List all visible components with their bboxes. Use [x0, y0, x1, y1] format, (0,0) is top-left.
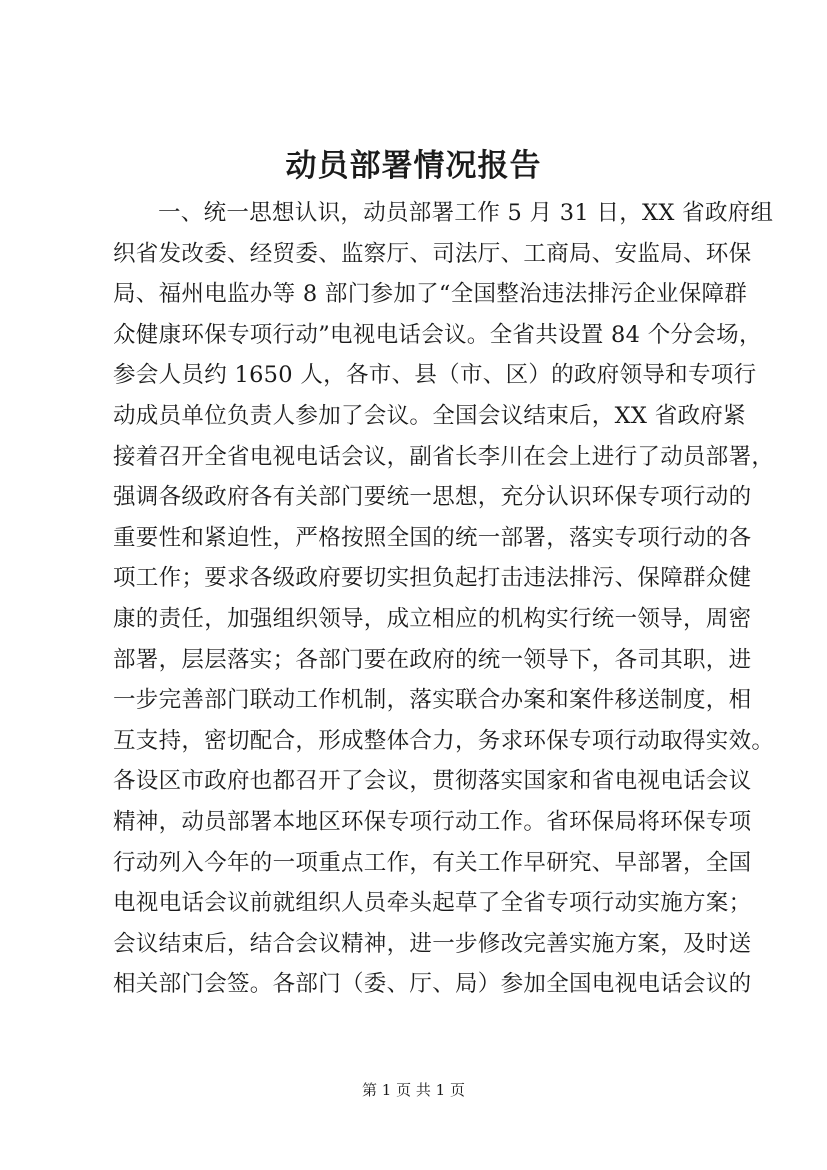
text-line: 电视电话会议前就组织人员牵头起草了全省专项行动实施方案； [113, 890, 752, 917]
text-line: 部署，层层落实；各部门要在政府的统一领导下，各司其职，进 [113, 646, 752, 673]
text-line: 各设区市政府也都召开了会议，贯彻落实国家和省电视电话会议 [113, 768, 752, 795]
body-paragraph [113, 193, 775, 1005]
text-line: 项工作；要求各级政府要切实担负起打击违法排污、保障群众健 [113, 565, 752, 592]
text-line: 动成员单位负责人参加了会议。全国会议结束后，XX 省政府紧 [113, 402, 746, 429]
text-line: 一步完善部门联动工作机制，落实联合办案和案件移送制度，相 [113, 687, 752, 714]
text-line: 会议结束后，结合会议精神，进一步修改完善实施方案，及时送 [113, 930, 752, 957]
text-line: 康的责任，加强组织领导，成立相应的机构实行统一领导，周密 [113, 605, 752, 632]
text-line: 参会人员约 1650 人，各市、县（市、区）的政府领导和专项行 [113, 362, 757, 389]
text-line: 重要性和紧迫性，严格按照全国的统一部署，落实专项行动的各 [113, 524, 752, 551]
text-line: 相关部门会签。各部门（委、厅、局）参加全国电视电话会议的 [113, 971, 752, 998]
page-footer: 第 1 页 共 1 页 [362, 1081, 465, 1099]
text-line: 众健康环保专项行动”电视电话会议。全省共设置 84 个分会场， [113, 321, 762, 348]
text-line: 一、统一思想认识，动员部署工作 5 月 31 日，XX 省政府组 [158, 200, 774, 226]
text-line: 织省发改委、经贸委、监察厅、司法厅、工商局、安监局、环保 [113, 240, 752, 267]
text-line: 接着召开全省电视电话会议，副省长李川在会上进行了动员部署， [113, 443, 775, 470]
text-line: 局、福州电监办等 8 部门参加了“全国整治违法排污企业保障群 [113, 281, 748, 308]
text-line: 互支持，密切配合，形成整体合力，务求环保专项行动取得实效。 [113, 727, 775, 754]
document-title: 动员部署情况报告 [285, 148, 542, 184]
text-line: 行动列入今年的一项重点工作，有关工作早研究、早部署，全国 [113, 849, 752, 876]
text-line: 强调各级政府各有关部门要统一思想，充分认识环保专项行动的 [113, 484, 752, 511]
text-line: 精神，动员部署本地区环保专项行动工作。省环保局将环保专项 [113, 808, 752, 835]
